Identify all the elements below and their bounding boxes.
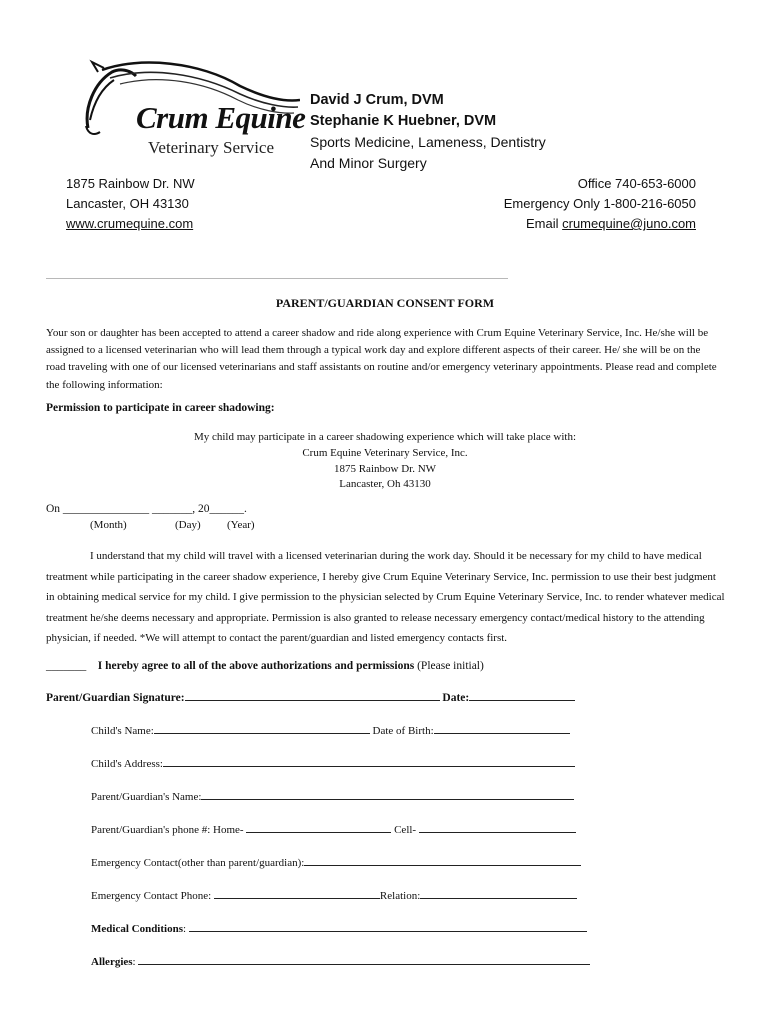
home-phone-label: Parent/Guardian's phone #: Home-	[91, 824, 244, 836]
allergies-label: Allergies	[91, 956, 133, 968]
emergency-phone-input[interactable]	[214, 887, 380, 899]
date-labels	[46, 519, 346, 533]
day-label: (Day)	[175, 519, 201, 531]
guardian-name-label: Parent/Guardian's Name:	[91, 791, 202, 803]
child-address-row	[91, 755, 575, 770]
allergies-row	[91, 953, 590, 968]
location-line: 1875 Rainbow Dr. NW	[333, 462, 437, 475]
street-address: 1875 Rainbow Dr. NW	[66, 176, 195, 191]
contact-block	[504, 174, 696, 234]
initial-note: (Please initial)	[417, 660, 484, 672]
intro-paragraph: Your son or daughter has been accepted to attend a career shadow and ride along experience with Crum Equine Veterinary Service, Inc. He/she will be assigned to a licensed veterinarian who will lead them through a typical work day and explore different aspects of their career. He/ she will be on the road traveling with one of our licensed veterinarians and staff assistants on routine and/or emergency veterinary appointments. Please read and complete the following information:	[46, 327, 717, 391]
signature-field[interactable]	[185, 689, 440, 701]
logo-subtitle: Veterinary Service	[148, 138, 275, 157]
header-divider	[46, 278, 508, 279]
cell-label: Cell-	[394, 824, 417, 836]
child-name-input[interactable]	[154, 722, 370, 734]
emergency-contact-input[interactable]	[304, 854, 581, 866]
email-link[interactable]: crumequine@juno.com	[562, 216, 696, 231]
company-logo	[80, 58, 306, 163]
medical-conditions-input[interactable]	[189, 920, 587, 932]
relation-input[interactable]	[420, 887, 577, 899]
year-label: (Year)	[227, 519, 255, 531]
medical-colon: :	[182, 923, 187, 935]
date-label: Date:	[442, 692, 470, 704]
location-line: Crum Equine Veterinary Service, Inc.	[302, 446, 468, 459]
initial-blank[interactable]: _______	[46, 660, 87, 672]
cell-input[interactable]	[419, 821, 576, 833]
guardian-name-row	[91, 788, 574, 803]
agreement-line	[46, 660, 484, 672]
location-block	[0, 430, 770, 493]
veterinarian-block	[310, 90, 546, 174]
child-name-row	[91, 722, 570, 737]
signature-label: Parent/Guardian Signature:	[46, 692, 185, 704]
vet-name: Stephanie K Huebner, DVM	[310, 113, 497, 129]
vet-name: David J Crum, DVM	[310, 92, 444, 108]
allergies-input[interactable]	[138, 953, 590, 965]
emergency-phone-row	[91, 887, 577, 902]
consent-paragraph	[46, 546, 726, 649]
location-line: My child may participate in a career shadowing experience which will take place with:	[193, 431, 577, 443]
month-label: (Month)	[90, 519, 127, 531]
location-line: Lancaster, Oh 43130	[339, 478, 431, 491]
child-address-input[interactable]	[163, 755, 575, 767]
dob-label: Date of Birth:	[372, 725, 434, 737]
specialty-line: And Minor Surgery	[310, 155, 427, 171]
specialty-line: Sports Medicine, Lameness, Dentistry	[310, 134, 546, 150]
signature-line	[46, 689, 575, 704]
office-phone: Office 740-653-6000	[577, 176, 696, 191]
home-phone-input[interactable]	[246, 821, 391, 833]
emergency-contact-label: Emergency Contact(other than parent/guardian):	[91, 857, 305, 869]
child-address-label: Child's Address:	[91, 758, 163, 770]
date-input-line[interactable]: On _______________ _______, 20______.	[46, 503, 247, 515]
website-link[interactable]: www.crumequine.com	[66, 216, 194, 231]
guardian-name-input[interactable]	[201, 788, 574, 800]
emergency-phone-label: Emergency Contact Phone:	[91, 890, 212, 902]
guardian-phone-row	[91, 821, 576, 836]
address-block	[66, 174, 195, 234]
signature-date-field[interactable]	[469, 689, 575, 701]
permission-heading: Permission to participate in career shadowing:	[46, 402, 275, 414]
relation-label: Relation:	[379, 890, 421, 902]
emergency-phone: Emergency Only 1-800-216-6050	[503, 196, 696, 211]
email-label: Email	[526, 216, 563, 231]
emergency-contact-row	[91, 854, 581, 869]
consent-text: I understand that my child will travel with a licensed veterinarian during the work day. Should it be necessary for my child to have medical treatment while participating in the career shadow experience, I hereby give Crum Equine Veterinary Service, Inc. permission to use their best judgment in obtaining medical service for my child. I give permission to the physician selected by Crum Equine Veterinary Service, Inc. to render whatever medical treatment he/she deems necessary and appropriate. Permission is also granted to release necessary emergency contact/medical history to the attending physician, if needed. *We will attempt to contact the parent/guardian and listed emergency contacts first.	[46, 550, 725, 645]
medical-conditions-label: Medical Conditions	[91, 923, 183, 935]
medical-conditions-row	[91, 920, 587, 935]
agreement-text: I hereby agree to all of the above authorizations and permissions	[97, 660, 415, 672]
city-state-zip: Lancaster, OH 43130	[66, 196, 189, 211]
child-name-label: Child's Name:	[91, 725, 154, 737]
form-title: PARENT/GUARDIAN CONSENT FORM	[275, 296, 495, 310]
dob-input[interactable]	[434, 722, 570, 734]
logo-title: Crum Equine	[136, 100, 306, 135]
allergies-colon: :	[132, 956, 136, 968]
